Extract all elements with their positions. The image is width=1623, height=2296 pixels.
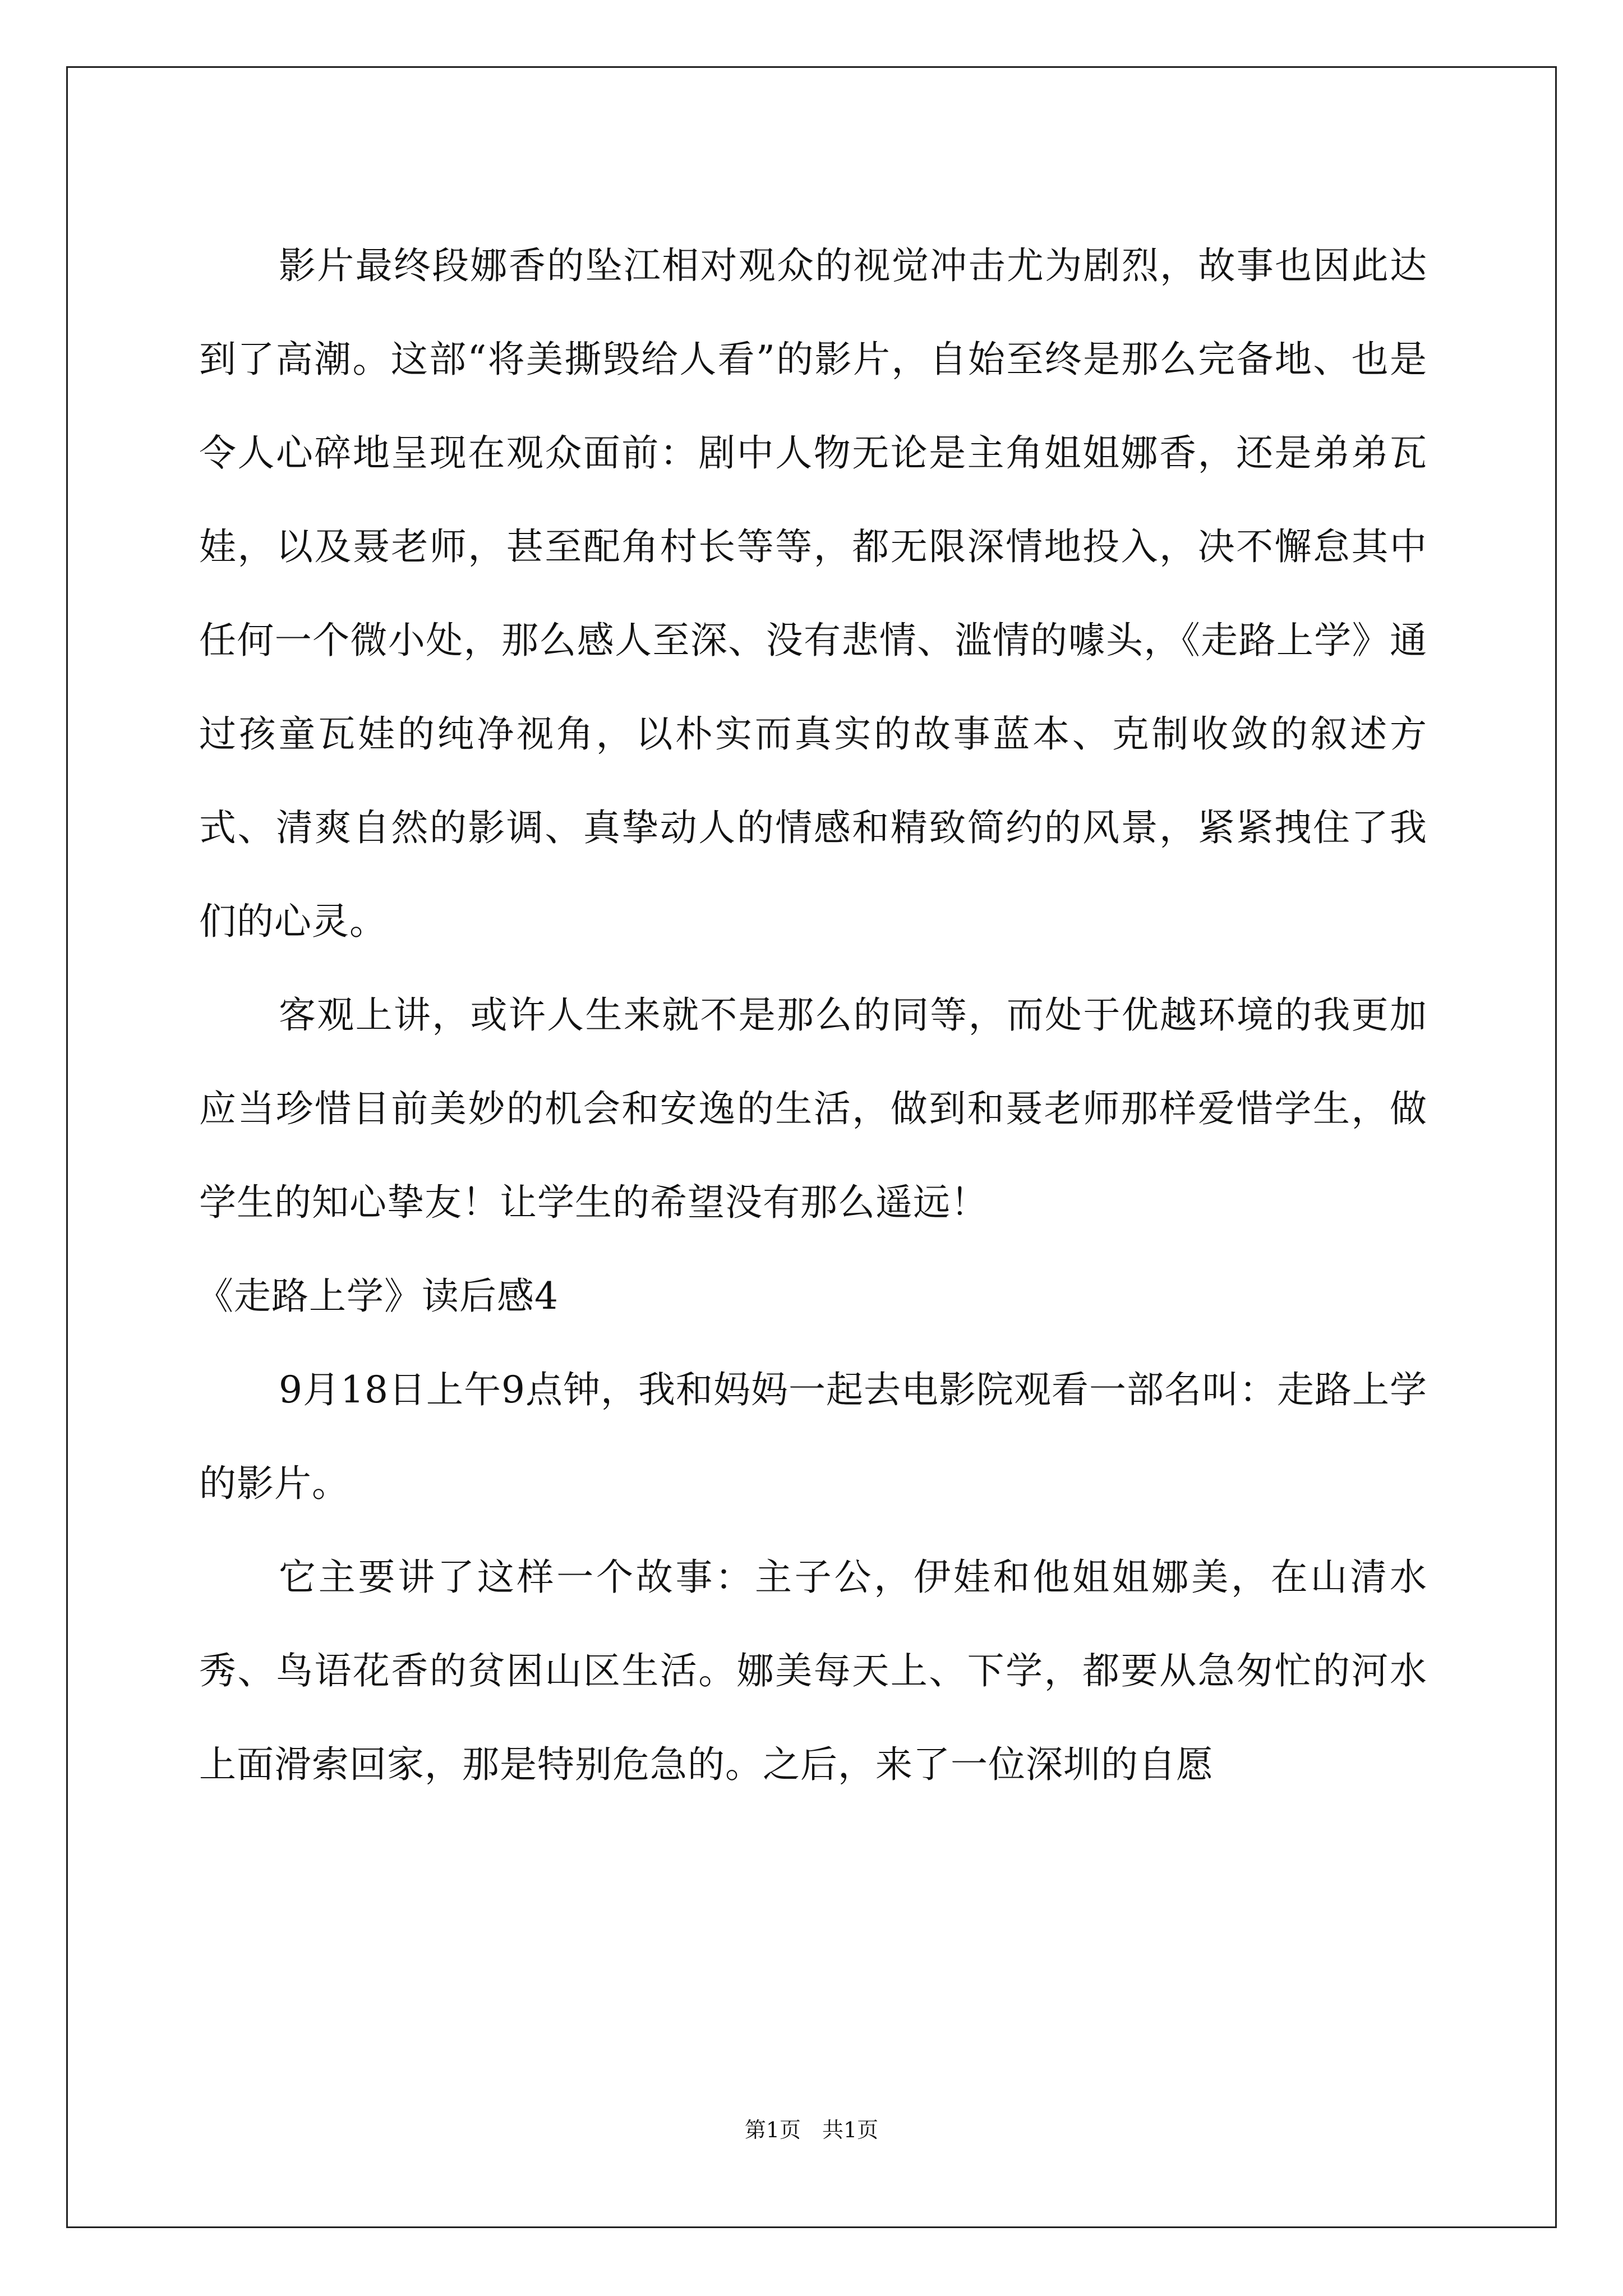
page-footer: 第1页 共1页 bbox=[744, 2118, 879, 2142]
paragraph-story: 它主要讲了这样一个故事：主子公，伊娃和他姐姐娜美，在山清水秀、鸟语花香的贫困山区生活。娜美每天上、下学，都要从急匆忙的河水上面滑索回家，那是特别危急的。之后，来了一位深圳的自愿 bbox=[199, 1556, 1427, 1786]
paragraph-reflection: 客观上讲，或许人生来就不是那么的同等，而处于优越环境的我更加应当珍惜目前美妙的机会和安逸的生活，做到和聂老师那样爱惜学生，做学生的知心挚友！让学生的希望没有那么遥远！ bbox=[199, 993, 1427, 1224]
paragraph-film-climax: 影片最终段娜香的坠江相对观众的视觉冲击尤为剧烈，故事也因此达到了高潮。这部“将美撕毁给人看”的影片，自始至终是那么完备地、也是令人心碎地呈现在观众面前：剧中人物无论是主角姐姐娜香，还是弟弟瓦娃，以及聂老师，甚至配角村长等等，都无限深情地投入，决不懈怠其中任何一个微小处，那么感人至深、没有悲情、滥情的噱头，《走路上学》通过孩童瓦娃的纯净视角，以朴实而真实的故事蓝本、克制收敛的叙述方式、清爽自然的影调、真挚动人的情感和精致简约的风景，紧紧拽住了我们的心灵。 bbox=[199, 244, 1427, 943]
paragraph-date: 9月18日上午9点钟，我和妈妈一起去电影院观看一部名叫：走路上学的影片。 bbox=[199, 1368, 1427, 1505]
document-body bbox=[196, 219, 1427, 1811]
section-heading: 《走路上学》读后感4 bbox=[196, 1274, 559, 1318]
